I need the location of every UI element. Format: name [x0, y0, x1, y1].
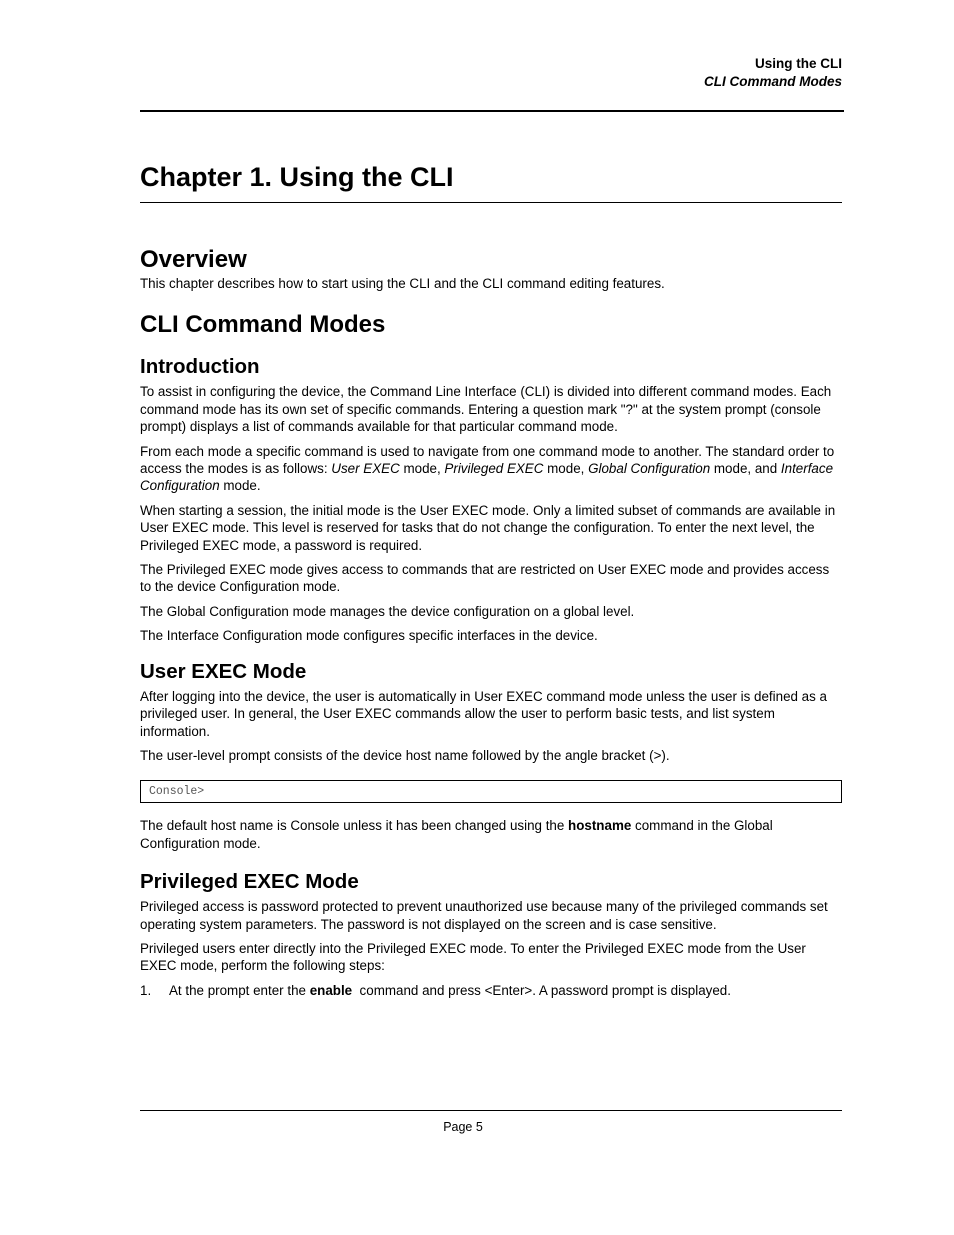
overview-heading: Overview — [140, 246, 247, 273]
cli-modes-heading: CLI Command Modes — [140, 311, 386, 339]
privileged-exec-heading: Privileged EXEC Mode — [140, 870, 359, 894]
running-header-section: CLI Command Modes — [703, 74, 842, 89]
intro-paragraph-5: The Global Configuration mode manages the device configuration on a global level. — [140, 603, 635, 619]
header-rule — [140, 110, 844, 112]
console-prompt-code: Console> — [140, 780, 842, 803]
list-item: 1. At the prompt enter the enable command and press <Enter>. A password prompt is displayed. — [140, 982, 731, 998]
user-exec-heading: User EXEC Mode — [140, 659, 307, 683]
priv-exec-paragraph-1: Privileged access is password protected to prevent unauthorized use because many of the privileged commands set operating system parameters. The password is not displayed on the screen and is case sensitive. — [140, 899, 828, 932]
page-body — [140, 160, 842, 999]
footer-rule — [140, 1110, 842, 1111]
chapter-title: Chapter 1. Using the CLI — [140, 160, 842, 203]
steps-list — [140, 982, 842, 999]
intro-paragraph-4: The Privileged EXEC mode gives access to commands that are restricted on User EXEC mode and provides access to the device Configuration mode. — [140, 562, 830, 595]
page-number: Page 5 — [443, 1120, 483, 1134]
running-header-chapter: Using the CLI — [755, 56, 842, 71]
user-exec-paragraph-3: The default host name is Console unless it has been changed using the hostname command in the Global Configuration mode. — [140, 818, 773, 851]
intro-paragraph-2: From each mode a specific command is used to navigate from one command mode to another. The standard order to access the modes is as follows: User EXEC mode, Privileged EXEC mode, Global Configuration mode, and Interface Configuration mode. — [140, 443, 835, 494]
intro-paragraph-1: To assist in configuring the device, the Command Line Interface (CLI) is divided into different command modes. Each command mode has its own set of specific commands. Entering a question mark "?" at the system prompt (console prompt) displays a list of commands available for that particular command mode. — [140, 384, 832, 435]
running-header — [704, 55, 842, 91]
overview-text: This chapter describes how to start using the CLI and the CLI command editing features. — [140, 276, 665, 291]
introduction-heading: Introduction — [140, 355, 260, 379]
intro-paragraph-6: The Interface Configuration mode configures specific interfaces in the device. — [140, 628, 598, 644]
user-exec-paragraph-2: The user-level prompt consists of the device host name followed by the angle bracket (>). — [140, 747, 670, 763]
priv-exec-paragraph-2: Privileged users enter directly into the Privileged EXEC mode. To enter the Privileged EXEC mode from the User EXEC mode, perform the following steps: — [140, 940, 806, 974]
user-exec-paragraph-1: After logging into the device, the user is automatically in User EXEC command mode unless the user is defined as a privileged user. In general, the User EXEC commands allow the user to perform basic tests, and list system information. — [140, 688, 827, 739]
intro-paragraph-3: When starting a session, the initial mode is the User EXEC mode. Only a limited subset of commands are available in User EXEC mode. This level is reserved for tasks that do not change the configuration. To enter the next level, the Privileged EXEC mode, a password is required. — [140, 502, 836, 553]
